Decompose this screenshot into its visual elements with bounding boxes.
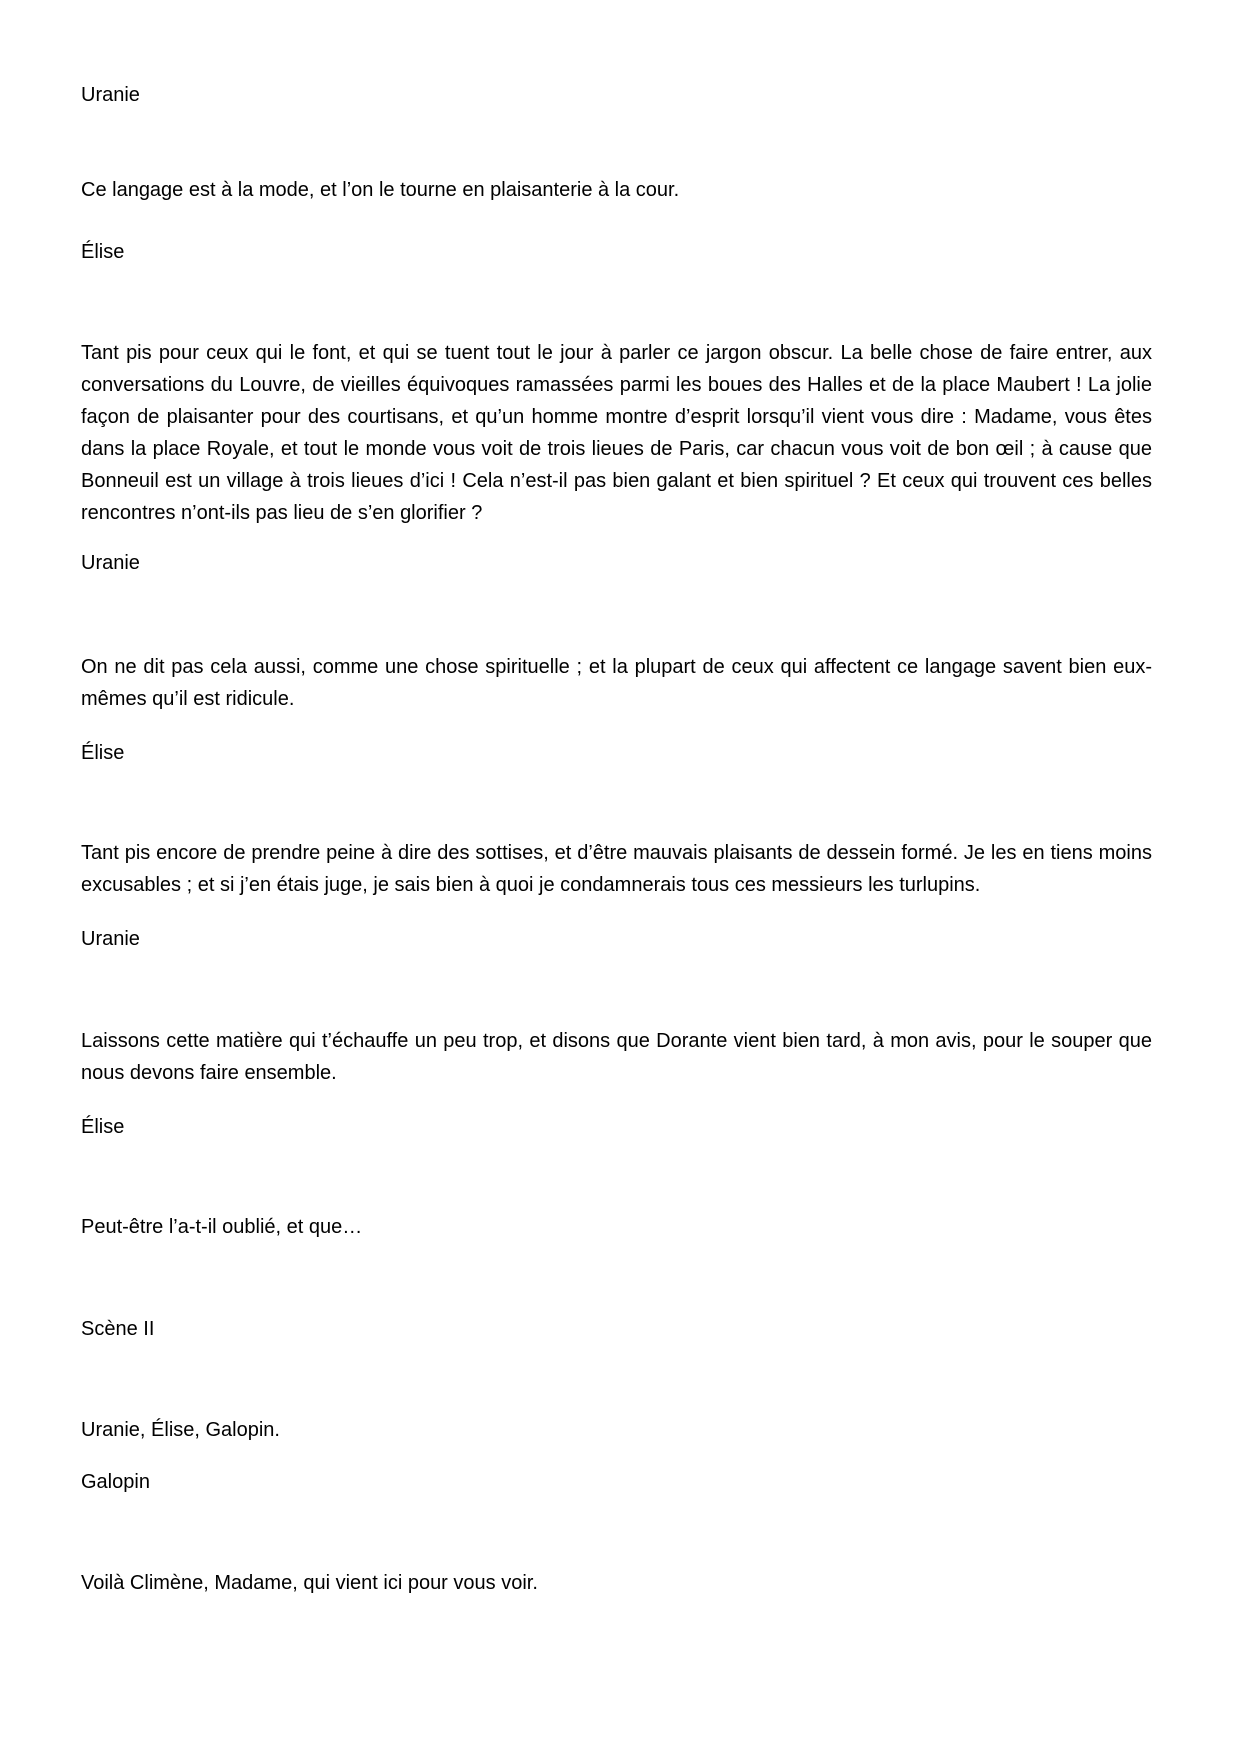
speaker-name: Uranie: [81, 928, 140, 950]
speech-paragraph: Laissons cette matière qui t’échauffe un peu trop, et disons que Dorante vient bien tard, à mon avis, pour le souper que nous devons faire ensemble.: [81, 1030, 1152, 1084]
speech-paragraph: Tant pis encore de prendre peine à dire des sottises, et d’être mauvais plaisants de dessein formé. Je les en tiens moins excusables ; et si j’en étais juge, je sais bien à quoi je condamnerais tous ces messieurs les turlupins.: [81, 842, 1152, 896]
speaker-name: Élise: [81, 742, 125, 764]
speaker-name: Élise: [81, 241, 125, 263]
speaker-name: Uranie: [81, 84, 140, 106]
speaker-name: Élise: [81, 1116, 125, 1138]
speech-paragraph: Tant pis pour ceux qui le font, et qui se tuent tout le jour à parler ce jargon obscur. La belle chose de faire entrer, aux conversations du Louvre, de vieilles équivoques ramassées parmi les boues des Halles et de la place Maubert ! La jolie façon de plaisanter pour des courtisans, et qu’un homme montre d’esprit lorsqu’il vient vous dire : Madame, vous êtes dans la place Royale, et tout le monde vous voit de trois lieues de Paris, car chacun vous voit de bon œil ; à cause que Bonneuil est un village à trois lieues d’ici ! Cela n’est-il pas bien galant et bien spirituel ? Et ceux qui trouvent ces belles rencontres n’ont-ils pas lieu de s’en glorifier ?: [81, 342, 1152, 524]
speaker-name: Uranie: [81, 552, 140, 574]
speech-line: Voilà Climène, Madame, qui vient ici pour vous voir.: [81, 1572, 538, 1594]
speech-paragraph: On ne dit pas cela aussi, comme une chose spirituelle ; et la plupart de ceux qui affectent ce langage savent bien eux-mêmes qu’il est ridicule.: [81, 656, 1152, 710]
speech-line: Ce langage est à la mode, et l’on le tourne en plaisanterie à la cour.: [81, 179, 680, 201]
scene-heading: Scène II: [81, 1318, 155, 1340]
speaker-name: Galopin: [81, 1471, 150, 1493]
cast-list: Uranie, Élise, Galopin.: [81, 1419, 280, 1441]
speech-line: Peut-être l’a-t-il oublié, et que…: [81, 1216, 363, 1238]
